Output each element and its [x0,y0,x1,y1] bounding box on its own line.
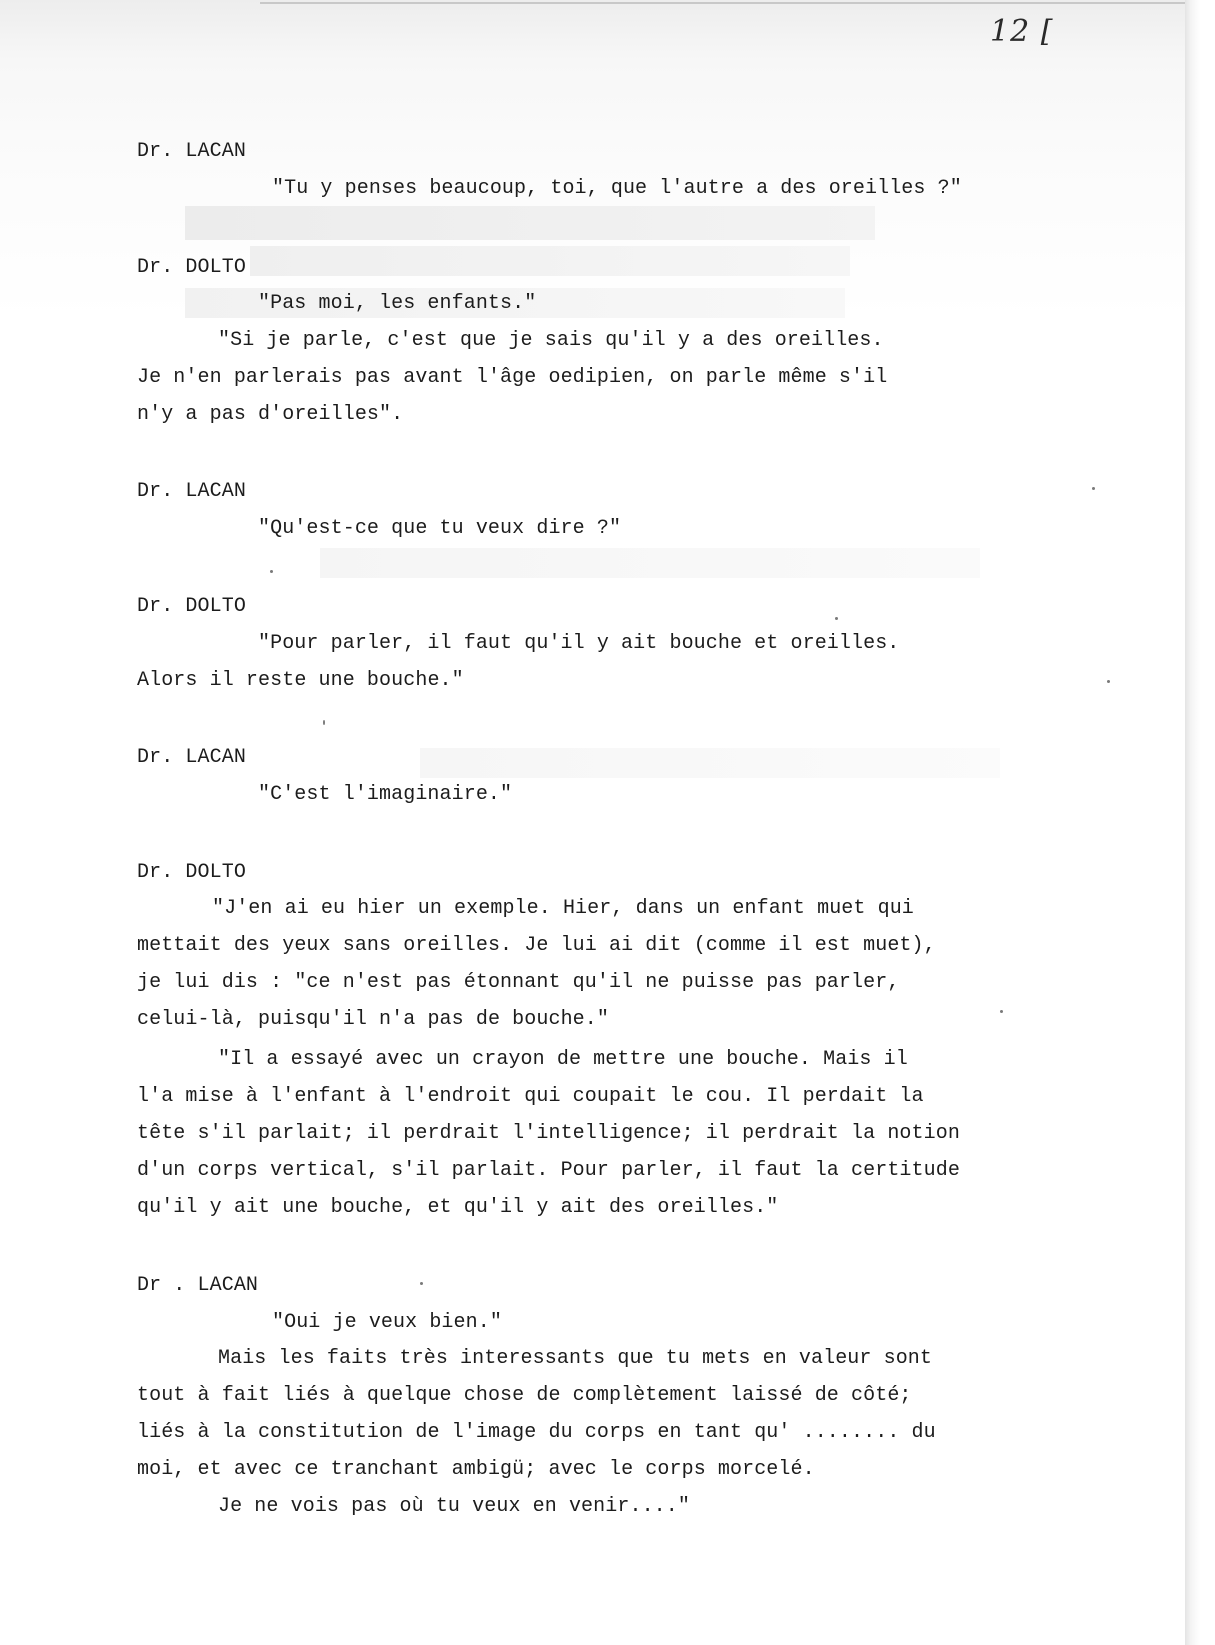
dialogue-line: "Qu'est-ce que tu veux dire ?" [258,517,622,540]
dialogue-line: Alors il reste une bouche." [137,669,464,692]
page-top-edge [260,2,1200,4]
dialogue-line: l'a mise à l'enfant à l'endroit qui coupait le cou. Il perdait la [137,1085,924,1108]
dust-speck [270,570,273,573]
dust-speck [420,1282,423,1285]
dust-speck [323,720,325,725]
dialogue-line: liés à la constitution de l'image du corps en tant qu' ........ du [137,1421,936,1444]
dialogue-line: "Tu y penses beaucoup, toi, que l'autre a des oreilles ?" [272,177,962,200]
bleed-through-1 [185,206,875,240]
dialogue-line: d'un corps vertical, s'il parlait. Pour parler, il faut la certitude [137,1159,960,1182]
speaker-name: Dr. DOLTO [137,595,246,618]
dialogue-line: tout à fait liés à quelque chose de complètement laissé de côté; [137,1384,912,1407]
dialogue-line: "Oui je veux bien." [272,1311,502,1334]
dust-speck [1107,680,1110,683]
page-right-edge [1185,0,1200,1645]
dialogue-line: "Il a essayé avec un crayon de mettre une bouche. Mais il [218,1048,908,1071]
speaker-name: Dr. LACAN [137,746,246,769]
dialogue-line: n'y a pas d'oreilles". [137,403,404,426]
dust-speck [1092,487,1095,490]
dialogue-line: "Si je parle, c'est que je sais qu'il y a des oreilles. [218,329,884,352]
dialogue-line: je lui dis : "ce n'est pas étonnant qu'il ne puisse pas parler, [137,971,900,994]
dialogue-line: mettait des yeux sans oreilles. Je lui ai dit (comme il est muet), [137,934,936,957]
speaker-name: Dr. DOLTO [137,861,246,884]
speaker-name: Dr. DOLTO [137,256,246,279]
bleed-through-2 [250,246,850,276]
bleed-through-4 [320,548,980,578]
page-number: 12 [ [990,14,1054,49]
dialogue-line: "C'est l'imaginaire." [258,783,513,806]
dialogue-line: celui-là, puisqu'il n'a pas de bouche." [137,1008,609,1031]
dialogue-line: qu'il y ait une bouche, et qu'il y ait des oreilles." [137,1196,779,1219]
speaker-name: Dr. LACAN [137,480,246,503]
dialogue-line: tête s'il parlait; il perdrait l'intelligence; il perdrait la notion [137,1122,960,1145]
bleed-through-5 [420,748,1000,778]
dust-speck [835,617,838,620]
speaker-name: Dr . LACAN [137,1274,259,1297]
dialogue-line: "J'en ai eu hier un exemple. Hier, dans un enfant muet qui [212,897,914,920]
dialogue-line: Mais les faits très interessants que tu mets en valeur sont [218,1347,933,1370]
dialogue-line: moi, et avec ce tranchant ambigü; avec le corps morcelé. [137,1458,815,1481]
dialogue-line: "Pour parler, il faut qu'il y ait bouche et oreilles. [258,632,900,655]
dust-speck [1000,1010,1003,1013]
dialogue-line: "Pas moi, les enfants." [258,292,537,315]
speaker-name: Dr. LACAN [137,140,246,163]
dialogue-line: Je n'en parlerais pas avant l'âge oedipien, on parle même s'il [137,366,888,389]
dialogue-line: Je ne vois pas où tu veux en venir...." [218,1495,690,1518]
